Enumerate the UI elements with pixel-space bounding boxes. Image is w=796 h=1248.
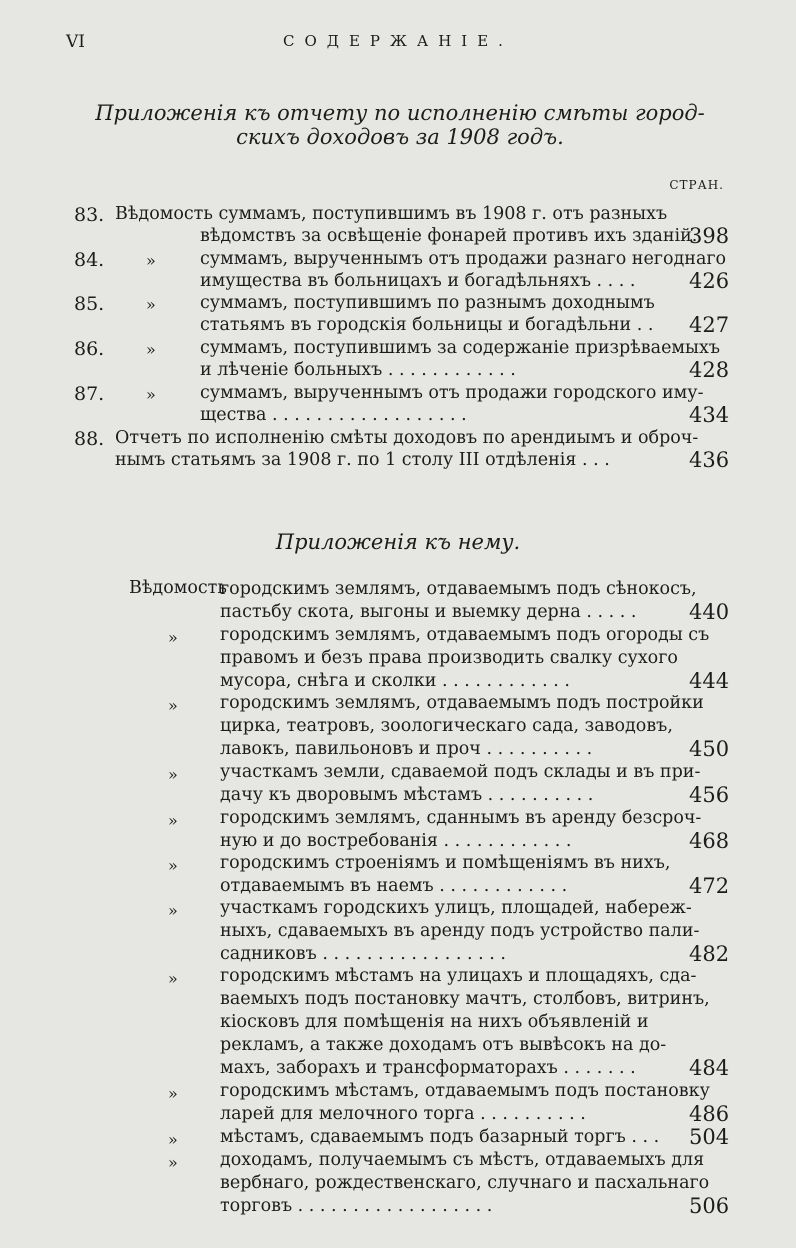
entry-line: и лѣченіе больныхъ . . . . . . . . . . . . xyxy=(200,360,516,380)
entry-line: участкамъ городскихъ улицъ, площадей, набереж- xyxy=(220,898,692,918)
entry-line: отдаваемымъ въ наемъ . . . . . . . . . . . . xyxy=(220,876,568,896)
page-ref: 427 xyxy=(689,313,730,337)
page-ref: 506 xyxy=(689,1194,730,1218)
page-column-label: СТРАН. xyxy=(669,178,724,192)
entry-line: садниковъ . . . . . . . . . . . . . . . . . xyxy=(220,944,506,964)
subsection-title: Приложенія къ нему. xyxy=(275,530,521,554)
entry-line: нымъ статьямъ за 1908 г. по 1 столу III отдѣленія . . . xyxy=(115,450,610,470)
entry-line: махъ, заборахъ и трансформаторахъ . . . . . . . xyxy=(220,1058,636,1078)
page-ref: 398 xyxy=(689,224,730,248)
entry-number: 85. xyxy=(74,293,105,315)
section-title-line: скихъ доходовъ за 1908 годъ. xyxy=(236,125,564,149)
page-ref: 444 xyxy=(689,669,730,693)
page-ref: 482 xyxy=(689,942,730,966)
entry-line: ную и до востребованія . . . . . . . . . . . . xyxy=(220,831,572,851)
section-title-line: Приложенія къ отчету по исполненію смѣты город- xyxy=(95,101,705,125)
ditto-mark: » xyxy=(168,765,178,784)
entry-line: ваемыхъ подъ постановку мачтъ, столбовъ, витринъ, xyxy=(220,989,710,1009)
page-ref: 456 xyxy=(689,783,730,807)
entry-line: торговъ . . . . . . . . . . . . . . . . . . xyxy=(220,1196,493,1216)
ditto-mark: » xyxy=(146,295,156,314)
entry-line: лавокъ, павильоновъ и проч . . . . . . . . . . xyxy=(220,739,593,759)
page-ref: 436 xyxy=(689,448,730,472)
entry-line: мѣстамъ, сдаваемымъ подъ базарный торгъ . . . xyxy=(220,1127,660,1147)
ditto-mark: » xyxy=(168,811,178,830)
ditto-mark: » xyxy=(168,696,178,715)
page-ref: 440 xyxy=(689,600,730,624)
entry-number: 86. xyxy=(74,338,105,360)
ditto-mark: » xyxy=(146,385,156,404)
entry-line: пастьбу скота, выгоны и выемку дерна . . . . . xyxy=(220,602,637,622)
page-number: VI xyxy=(66,32,85,52)
ditto-mark: » xyxy=(168,1153,178,1172)
entry-number: 88. xyxy=(74,428,105,450)
ditto-mark: » xyxy=(168,856,178,875)
entry-line: вербнаго, рождественскаго, случнаго и пасхальнаго xyxy=(220,1173,710,1193)
entry-line: щества . . . . . . . . . . . . . . . . . . xyxy=(200,405,467,425)
entry-line: суммамъ, поступившимъ по разнымъ доходнымъ xyxy=(200,293,655,313)
entry-line: суммамъ, поступившимъ за содержаніе призрѣваемыхъ xyxy=(200,338,720,358)
entry-line: суммамъ, вырученнымъ отъ продажи разнаго негоднаго xyxy=(200,249,727,269)
entry-line: городскимъ мѣстамъ, отдаваемымъ подъ постановку xyxy=(220,1081,710,1101)
entry-line: вѣдомствъ за освѣщеніе фонарей противъ ихъ зданій. xyxy=(200,226,698,246)
page-ref: 484 xyxy=(689,1056,730,1080)
entry-number: 84. xyxy=(74,249,105,271)
page-ref: 450 xyxy=(689,737,730,761)
entry-line: городскимъ землямъ, отдаваемымъ подъ постройки xyxy=(220,693,704,713)
entry-number: 87. xyxy=(74,383,105,405)
entry-line: ларей для мелочного торга . . . . . . . . . . xyxy=(220,1104,586,1124)
page-ref: 504 xyxy=(689,1125,730,1149)
entry-line: городскимъ мѣстамъ на улицахъ и площадяхъ, сда- xyxy=(220,966,697,986)
entry-line: имущества въ больницахъ и богадѣльняхъ . . . . xyxy=(200,271,636,291)
ditto-mark: » xyxy=(168,901,178,920)
running-title: СОДЕРЖАНІЕ. xyxy=(283,32,513,50)
page-ref: 434 xyxy=(689,403,730,427)
entry-line: дачу къ дворовымъ мѣстамъ . . . . . . . . . . xyxy=(220,785,594,805)
section-title xyxy=(90,101,710,149)
ditto-mark: » xyxy=(168,1130,178,1149)
ditto-mark: » xyxy=(168,969,178,988)
entry-line: статьямъ въ городскія больницы и богадѣльни . . xyxy=(200,315,654,335)
ditto-mark: » xyxy=(146,340,156,359)
entry-line: Отчетъ по исполненію смѣты доходовъ по арендиымъ и оброч- xyxy=(115,428,699,448)
entry-line: городскимъ землямъ, сданнымъ въ аренду безсроч- xyxy=(220,808,702,828)
entry-line: ныхъ, сдаваемыхъ въ аренду подъ устройство пали- xyxy=(220,921,700,941)
entry-line: городскимъ землямъ, отдаваемымъ подъ сѣнокосъ, xyxy=(220,579,697,599)
entry-line: цирка, театровъ, зоологическаго сада, заводовъ, xyxy=(220,716,673,736)
lead-word: Вѣдомость xyxy=(129,578,227,598)
entry-line: суммамъ, вырученнымъ отъ продажи городского иму- xyxy=(200,383,704,403)
ditto-mark: » xyxy=(168,628,178,647)
entry-line: участкамъ земли, сдаваемой подъ склады и въ при- xyxy=(220,762,701,782)
ditto-mark: » xyxy=(168,1084,178,1103)
entry-line: городскимъ землямъ, отдаваемымъ подъ огороды съ xyxy=(220,625,710,645)
page-ref: 468 xyxy=(689,829,730,853)
entry-line: городскимъ строеніямъ и помѣщеніямъ въ нихъ, xyxy=(220,853,671,873)
page-ref: 486 xyxy=(689,1102,730,1126)
entry-number: 83. xyxy=(74,204,105,226)
page-ref: 472 xyxy=(689,874,730,898)
entry-line: кіосковъ для помѣщенія на нихъ объявленій и xyxy=(220,1012,649,1032)
entry-line: доходамъ, получаемымъ съ мѣстъ, отдаваемыхъ для xyxy=(220,1150,705,1170)
entry-line: правомъ и безъ права производить свалку сухого xyxy=(220,648,678,668)
ditto-mark: » xyxy=(146,251,156,270)
page-ref: 428 xyxy=(689,358,730,382)
page-ref: 426 xyxy=(689,269,730,293)
entry-line: мусора, снѣга и сколки . . . . . . . . . . . . xyxy=(220,671,570,691)
entry-line: рекламъ, а также доходамъ отъ вывѣсокъ на до- xyxy=(220,1035,667,1055)
entry-line: Вѣдомость суммамъ, поступившимъ въ 1908 г. отъ разныхъ xyxy=(115,204,668,224)
